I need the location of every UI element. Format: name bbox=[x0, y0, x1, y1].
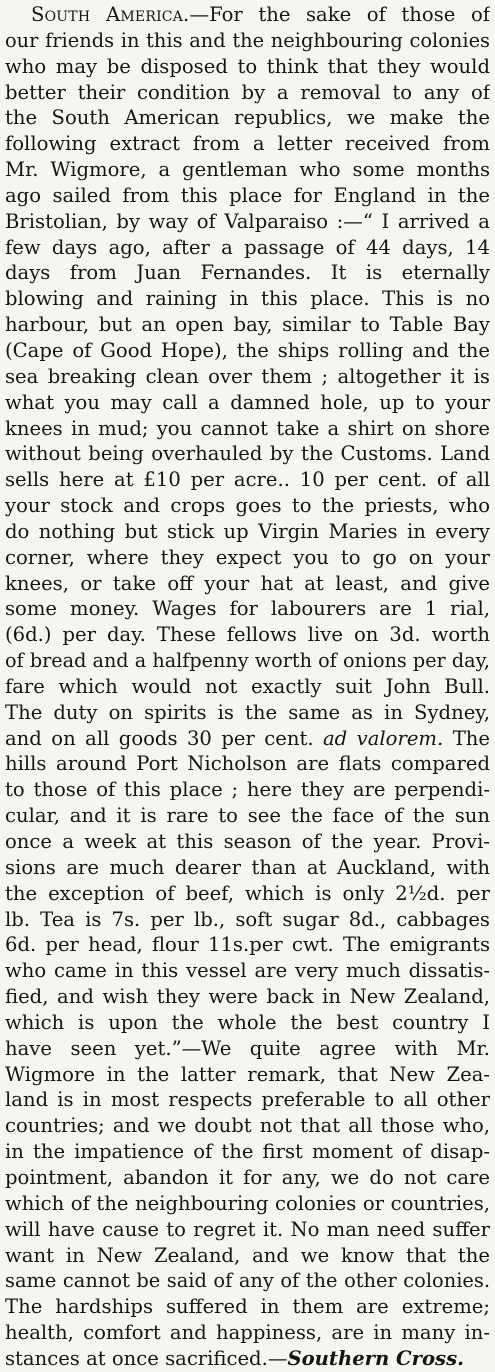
article-line: without being overhauled by the Customs. Land bbox=[5, 442, 490, 466]
article-line: (6d.) per day. These fellows live on 3d. worth bbox=[5, 623, 490, 647]
article-line: and on all goods 30 per cent. ad valorem. The bbox=[5, 726, 490, 750]
article-line: sions are much dearer than at Auckland, with bbox=[5, 855, 490, 879]
article-line: same cannot be said of any of the other colonies. bbox=[5, 1269, 490, 1293]
article-line: the South American republics, we make the bbox=[5, 106, 490, 130]
article-line: corner, where they expect you to go on your bbox=[5, 545, 490, 569]
article-heading: South America. bbox=[31, 3, 190, 26]
article-line: will have cause to regret it. No man need suffer bbox=[5, 1217, 490, 1241]
article-line: (Cape of Good Hope), the ships rolling and the bbox=[5, 338, 490, 362]
article-line: lb. Tea is 7s. per lb., soft sugar 8d., cabbages bbox=[5, 907, 490, 931]
article-line: The duty on spirits is the same as in Sydney, bbox=[5, 700, 490, 724]
article-line: do nothing but stick up Virgin Maries in every bbox=[5, 519, 490, 543]
article-line: your stock and crops goes to the priests, who bbox=[5, 494, 490, 518]
article-line: have seen yet.”—We quite agree with Mr. bbox=[5, 1036, 490, 1060]
article-line: land is in most respects preferable to all other bbox=[5, 1088, 490, 1112]
article-line: of bread and a halfpenny worth of onions per day, bbox=[5, 649, 490, 673]
article-line: once a week at this season of the year. Provi- bbox=[5, 830, 490, 853]
source-attribution: Southern Cross. bbox=[287, 1346, 464, 1370]
article-line: pointment, abandon it for any, we do not care bbox=[5, 1165, 490, 1189]
article-line: which is upon the whole the best country I bbox=[5, 1010, 490, 1034]
article-line: cular, and it is rare to see the face of the sun bbox=[5, 804, 490, 828]
article-line: knees, or take off your hat at least, and give bbox=[5, 571, 490, 595]
article-line: in the impatience of the first moment of disap- bbox=[5, 1140, 490, 1164]
article-body bbox=[5, 2, 490, 1372]
article-line: sea breaking clean over them ; altogether it is bbox=[5, 364, 490, 388]
article-line: few days ago, after a passage of 44 days, 14 bbox=[5, 235, 490, 259]
article-line: following extract from a letter received from bbox=[5, 132, 490, 156]
article-line: fied, and wish they were back in New Zealand, bbox=[5, 985, 490, 1009]
article-line: to those of this place ; here they are perpendi- bbox=[5, 778, 490, 802]
article-line: harbour, but an open bay, similar to Table Bay bbox=[5, 313, 490, 337]
article-line: South America.—For the sake of those of bbox=[31, 3, 490, 26]
article-line: what you may call a damned hole, up to your bbox=[5, 390, 490, 414]
article-line: 6d. per head, flour 11s.per cwt. The emigrants bbox=[5, 933, 490, 957]
article-line: Bristolian, by way of Valparaiso :—“ I arrived a bbox=[5, 209, 490, 233]
article-line: countries; and we doubt not that all those who, bbox=[5, 1114, 490, 1138]
article-line: ago sailed from this place for England in the bbox=[5, 183, 490, 207]
article-line: our friends in this and the neighbouring colonies bbox=[5, 28, 490, 52]
article-line: who may be disposed to think that they would bbox=[5, 54, 490, 78]
article-line: The hardships suffered in them are extreme; bbox=[5, 1295, 490, 1319]
article-line: health, comfort and happiness, are in many in- bbox=[5, 1321, 490, 1345]
article-line: fare which would not exactly suit John Bull. bbox=[5, 674, 490, 698]
article-line: which of the neighbouring colonies or countries, bbox=[5, 1191, 490, 1215]
article-line: better their condition by a removal to any of bbox=[5, 80, 490, 104]
article-line: days from Juan Fernandes. It is eternally bbox=[5, 261, 490, 285]
ad-valorem-phrase: ad valorem. bbox=[323, 726, 444, 750]
article-line: sells here at £10 per acre.. 10 per cent. of all bbox=[5, 468, 490, 492]
article-line: want in New Zealand, and we know that the bbox=[5, 1243, 490, 1267]
article-line: stances at once sacrificed.—Southern Cross. bbox=[5, 1346, 464, 1370]
article-line: blowing and raining in this place. This is no bbox=[5, 287, 490, 311]
article-line: Wigmore in the latter remark, that New Zea- bbox=[5, 1062, 490, 1086]
article-line: knees in mud; you cannot take a shirt on shore bbox=[5, 416, 490, 440]
article-line: the exception of beef, which is only 2½d. per bbox=[5, 881, 490, 905]
article-line: Mr. Wigmore, a gentleman who some months bbox=[5, 158, 490, 182]
article-line: some money. Wages for labourers are 1 rial, bbox=[5, 597, 490, 621]
article-line: who came in this vessel are very much dissatis- bbox=[5, 959, 490, 983]
article-line: hills around Port Nicholson are flats compared bbox=[5, 752, 490, 776]
